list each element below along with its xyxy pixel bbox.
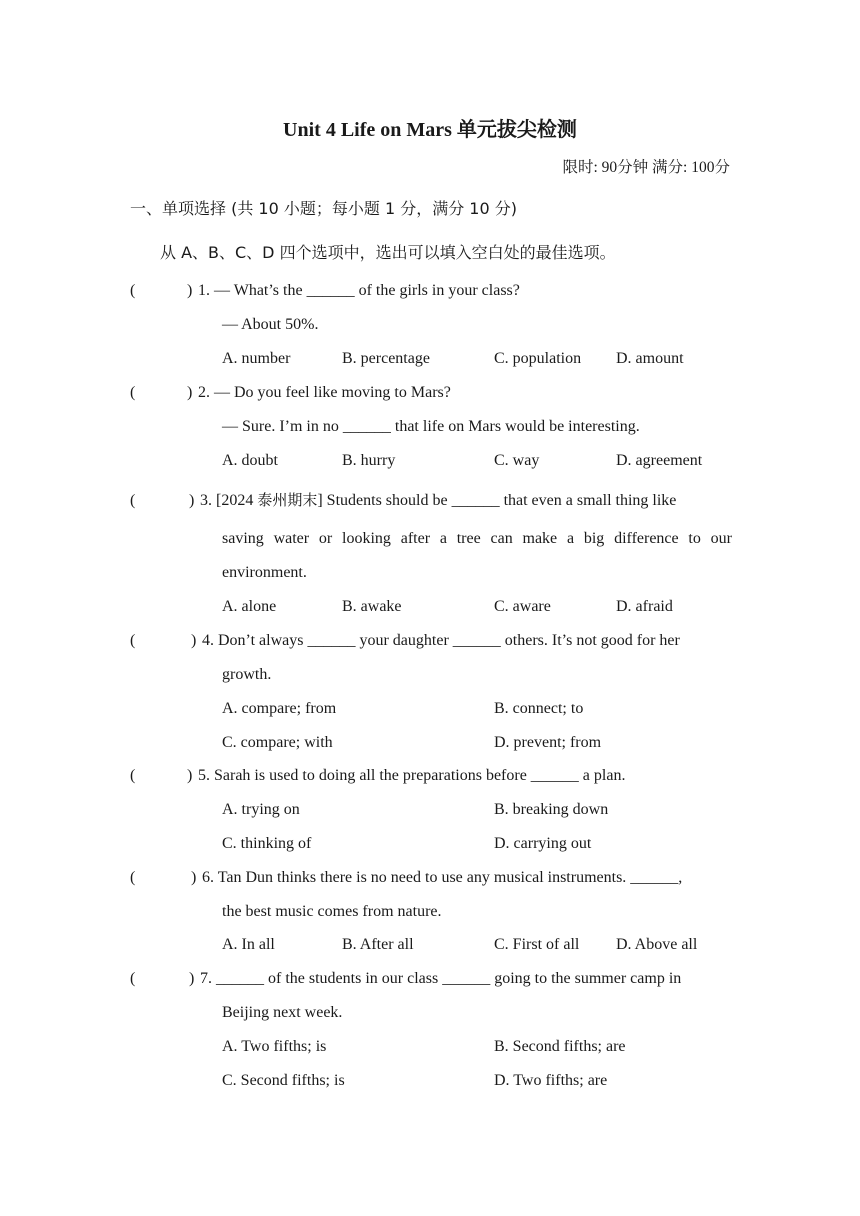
option-c: C. First of all — [494, 936, 580, 953]
option-d: D. carrying out — [494, 835, 592, 852]
answer-paren-close: ) — [187, 282, 193, 299]
option-c: C. thinking of — [222, 835, 312, 852]
option-a: A. Two fifths; is — [222, 1038, 327, 1055]
answer-paren-close: ) — [187, 384, 193, 401]
answer-paren-close: ) — [191, 632, 197, 649]
question-line: — About 50%. — [222, 316, 319, 333]
answer-paren-open: ( — [130, 384, 136, 401]
option-a: A. number — [222, 350, 291, 367]
option-a: A. doubt — [222, 452, 278, 469]
option-d: D. prevent; from — [494, 734, 602, 751]
question-line: the best music comes from nature. — [222, 903, 442, 920]
question-line: Beijing next week. — [222, 1004, 343, 1021]
option-d: D. Two fifths; are — [494, 1072, 608, 1089]
option-b: B. After all — [342, 936, 414, 953]
option-d: D. agreement — [616, 452, 703, 469]
answer-paren-open: ( — [130, 282, 136, 299]
option-c: C. Second fifths; is — [222, 1072, 345, 1089]
answer-paren-open: ( — [130, 492, 136, 509]
answer-paren-open: ( — [130, 632, 136, 649]
time-limit: 限时: 90分钟 满分: 100分 — [562, 159, 730, 176]
option-d: D. amount — [616, 350, 684, 367]
option-b: B. Second fifths; are — [494, 1038, 626, 1055]
answer-paren-open: ( — [130, 767, 136, 784]
section-heading: 一、单项选择 (共 10 小题；每小题 1 分，满分 10 分) — [130, 199, 517, 218]
answer-paren-close: ) — [189, 492, 195, 509]
answer-paren-close: ) — [189, 970, 195, 987]
option-b: B. connect; to — [494, 700, 584, 717]
question-stem: 4. Don’t always ______ your daughter ______ others. It’s not good for her — [202, 632, 680, 649]
source-tag: 泰州期末 — [257, 491, 318, 509]
option-a: A. trying on — [222, 801, 300, 818]
option-b: B. awake — [342, 598, 402, 615]
question-line: saving water or looking after a tree can make a big difference to our — [222, 530, 732, 547]
option-b: B. percentage — [342, 350, 430, 367]
question-line: environment. — [222, 564, 307, 581]
question-text: ] Students should be ______ that even a small thing like — [317, 492, 677, 509]
section-instruction: 从 A、B、C、D 四个选项中，选出可以填入空白处的最佳选项。 — [160, 243, 616, 262]
answer-paren-open: ( — [130, 970, 136, 987]
page-title: Unit 4 Life on Mars 单元拔尖检测 — [283, 119, 577, 141]
option-d: D. afraid — [616, 598, 673, 615]
question-stem: 1. — What’s the ______ of the girls in your class? — [198, 282, 520, 299]
question-stem — [200, 493, 676, 509]
answer-paren-close: ) — [187, 767, 193, 784]
option-c: C. aware — [494, 598, 551, 615]
option-c: C. population — [494, 350, 582, 367]
question-stem: 5. Sarah is used to doing all the preparations before ______ a plan. — [198, 767, 626, 784]
option-c: C. compare; with — [222, 734, 333, 751]
option-a: A. alone — [222, 598, 277, 615]
answer-paren-close: ) — [191, 869, 197, 886]
question-stem: 2. — Do you feel like moving to Mars? — [198, 384, 451, 401]
option-d: D. Above all — [616, 936, 698, 953]
option-b: B. breaking down — [494, 801, 609, 818]
option-c: C. way — [494, 452, 540, 469]
option-a: A. compare; from — [222, 700, 337, 717]
question-line: growth. — [222, 666, 272, 683]
question-line: — Sure. I’m in no ______ that life on Mars would be interesting. — [222, 418, 640, 435]
question-stem: 7. ______ of the students in our class ______ going to the summer camp in — [200, 970, 682, 987]
option-b: B. hurry — [342, 452, 396, 469]
answer-paren-open: ( — [130, 869, 136, 886]
option-a: A. In all — [222, 936, 275, 953]
question-stem: 6. Tan Dun thinks there is no need to use any musical instruments. ______, — [202, 869, 683, 886]
question-number: 3. [2024 — [200, 492, 258, 509]
